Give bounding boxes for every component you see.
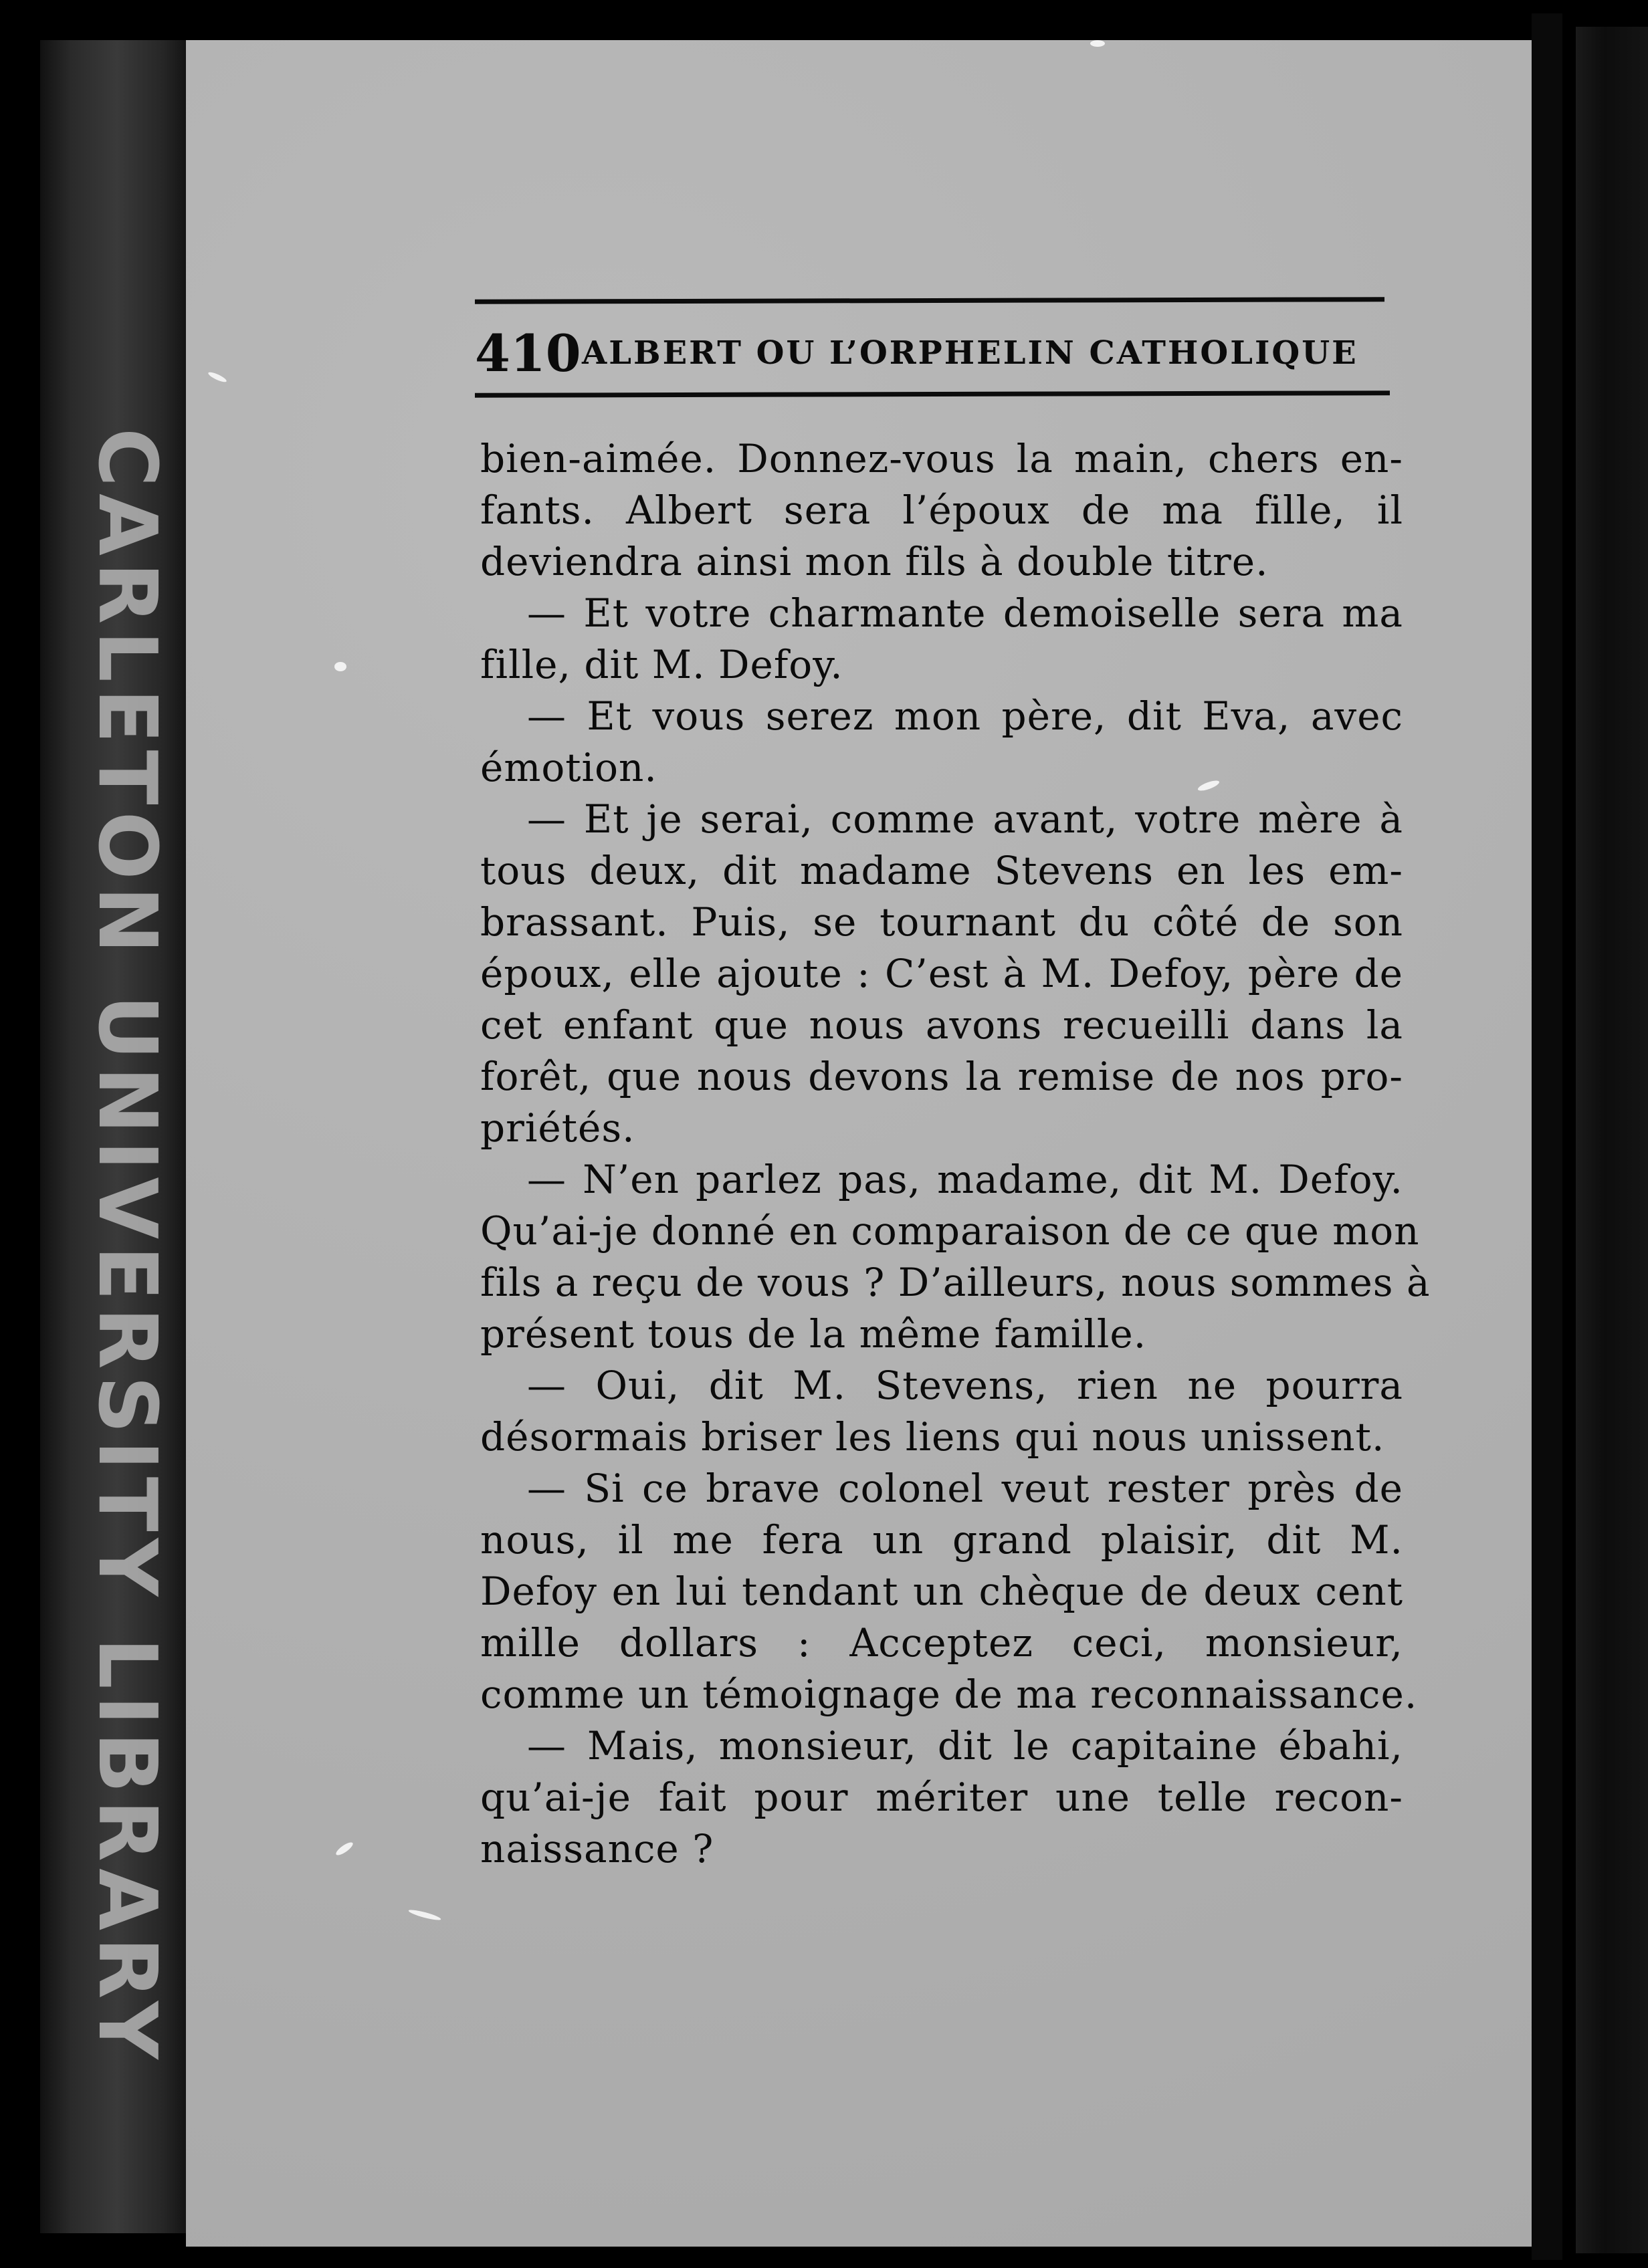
text-line: tous deux, dit madame Stevens en les em- — [480, 848, 1403, 893]
page-body-text — [480, 433, 1431, 1875]
text-line: émotion. — [480, 745, 657, 790]
text-line: — Et vous serez mon père, dit Eva, avec — [527, 693, 1403, 739]
text-line: — Si ce brave colonel veut rester près de — [527, 1466, 1403, 1511]
text-line: mille dollars : Acceptez ceci, monsieur, — [480, 1620, 1403, 1666]
scan-speck — [1090, 40, 1105, 47]
text-line: deviendra ainsi mon fils à double titre. — [480, 539, 1269, 584]
scan-speck — [334, 662, 346, 671]
text-line: fils a reçu de vous ? D’ailleurs, nous sommes à — [480, 1260, 1431, 1305]
text-line: priétés. — [480, 1105, 635, 1151]
text-line: époux, elle ajoute : C’est à M. Defoy, père de — [480, 951, 1403, 996]
text-line: Defoy en lui tendant un chèque de deux cent — [480, 1569, 1403, 1614]
page-edge-shadow — [1532, 13, 1562, 2260]
text-line: forêt, que nous devons la remise de nos pro- — [480, 1054, 1403, 1099]
page-number: 410 — [475, 324, 581, 383]
page-header — [475, 324, 1398, 383]
text-line: Qu’ai-je donné en comparaison de ce que mon — [480, 1208, 1420, 1254]
text-line: — Et votre charmante demoiselle sera ma — [527, 590, 1403, 636]
text-line: fille, dit M. Defoy. — [480, 642, 843, 687]
text-line: nous, il me fera un grand plaisir, dit M. — [480, 1517, 1403, 1563]
text-line: naissance ? — [480, 1826, 714, 1872]
running-title: ALBERT OU L’ORPHELIN CATHOLIQUE — [582, 334, 1358, 372]
text-line: cet enfant que nous avons recueilli dans la — [480, 1002, 1403, 1048]
text-line: — Et je serai, comme avant, votre mère à — [527, 796, 1403, 842]
text-line: fants. Albert sera l’époux de ma fille, il — [480, 487, 1403, 533]
text-line: brassant. Puis, se tournant du côté de son — [480, 899, 1403, 945]
text-line: désormais briser les liens qui nous unissent. — [480, 1414, 1385, 1460]
text-line: — Mais, monsieur, dit le capitaine ébahi, — [527, 1723, 1403, 1769]
spine-label: CARLETON UNIVERSITY LIBRARY — [80, 428, 173, 2066]
text-line: qu’ai-je fait pour mériter une telle recon- — [480, 1775, 1403, 1820]
text-line: — Oui, dit M. Stevens, rien ne pourra — [527, 1363, 1403, 1408]
text-line: — N’en parlez pas, madame, dit M. Defoy. — [527, 1157, 1403, 1202]
text-line: bien-aimée. Donnez-vous la main, chers en- — [480, 436, 1403, 481]
text-line: comme un témoignage de ma reconnaissance. — [480, 1672, 1418, 1717]
adjacent-page-edge — [1576, 27, 1648, 2253]
text-line: présent tous de la même famille. — [480, 1311, 1147, 1357]
